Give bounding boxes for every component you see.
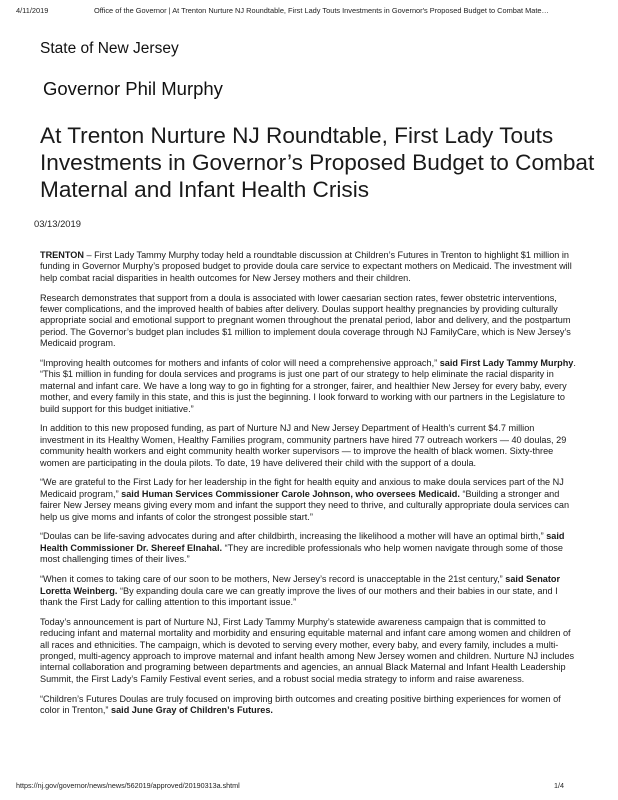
site-name-link[interactable]: State of New Jersey [40,40,179,57]
paragraph-9: “Children’s Futures Doulas are truly focused on improving birth outcomes and creating positive birthing experiences for women of color in Trenton,” said June Gray of Children’s Futures. [40,693,561,715]
article-body [40,250,576,725]
paragraph-2: Research demonstrates that support from a doula is associated with lower caesarian section rates, fewer obstetric interventions, fewer complications, and the improved health of babies after delivery. Doulas support healthy pregnancies by providing culturally appropriate social and emotional support to pregnant women throughout the prenatal period, labor and delivery, and the postpartum period. The Governor’s budget plan includes $1 million to implement doula coverage through NJ FamilyCare, which is New Jersey’s Medicaid program. [40,292,571,349]
attribution: said First Lady Tammy Murphy [439,358,574,369]
paragraph-8: Today’s announcement is part of Nurture NJ, First Lady Tammy Murphy’s statewide awareness campaign that is committed to reducing infant and maternal mortality and morbidity and ensuring equitable maternal and infant care among women and children of all races and ethnicities. The campaign, which is devoted to serving every mother, every baby, and every family, includes a multi-pronged, multi-agency approach to improve maternal and infant health among New Jersey women and children. Nurture NJ includes internal collaboration and programing between departments and agencies, an annual Black Maternal and Infant Health Leadership Summit, the First Lady’s Family Festival event series, and a robust social media strategy to inform and raise awareness. [40,616,575,684]
attribution: said Health Commissioner Dr. Shereef Elnahal. [40,531,565,553]
paragraph-5: “We are grateful to the First Lady for her leadership in the fight for health equity and anxious to make doula services part of the NJ Medicaid program,” said Human Services Commissioner Carole Johnson, who oversees Medicaid. “Building a stronger and fairer New Jersey means giving every mom and infant the support they need to thrive, and culturally appropriate doula services can help us give moms and infants of color the strongest possible start.” [40,477,570,522]
print-header [16,6,602,15]
paragraph-7: “When it comes to taking care of our soon to be mothers, New Jersey’s record is unacceptable in the 21st century,” said Senator Loretta Weinberg. “By expanding doula care we can greatly improve the lives of our mothers and their babies in our state, and I thank the First Lady for calling attention to this important issue.” [40,574,561,607]
print-date: 4/11/2019 [16,6,49,15]
attribution: said Senator Loretta Weinberg. [40,574,561,596]
governor-name-link[interactable]: Governor Phil Murphy [43,78,223,99]
article-date: 03/13/2019 [34,218,81,229]
page-url: https://nj.gov/governor/news/news/562019/approved/20190313a.shtml [16,781,240,790]
attribution: said June Gray of Children’s Futures. [111,704,273,715]
paragraph-1: TRENTON – First Lady Tammy Murphy today held a roundtable discussion at Children’s Futures in Trenton to highlight $1 million in funding in Governor Murphy’s proposed budget to provide doula care service to expectant mothers on Medicaid. The investment will help combat racial disparities in health outcomes for New Jersey mothers and their children. [40,250,572,283]
print-page-title: Office of the Governor | At Trenton Nurture NJ Roundtable, First Lady Touts Investments in Governor's Proposed Budget to Combat Mate… [94,6,549,15]
print-footer [16,781,602,790]
page-number: 1/4 [554,781,564,790]
dateline: TRENTON [40,250,84,260]
paragraph-4: In addition to this new proposed funding, as part of Nurture NJ and New Jersey Department of Health’s current $4.7 million investment in its Healthy Women, Healthy Families program, community partners have hired 77 outreach workers — 40 doulas, 29 community health workers and eight community health worker supervisors — to improve the health of black women. Sixty-three women are participating in the doula pilots. To date, 19 have delivered their child with the support of a doula. [40,423,567,468]
paragraph-6: “Doulas can be life-saving advocates during and after childbirth, increasing the likelihood a mother will have an optimal birth,” said Health Commissioner Dr. Shereef Elnahal. “They are incredible professionals who help women navigate through some of those most challenging times of their lives.” [40,531,565,565]
attribution: said Human Services Commissioner Carole Johnson, who oversees Medicaid. [121,488,460,499]
article-title: At Trenton Nurture NJ Roundtable, First Lady Touts Investments in Governor’s Proposed Budget to Combat Maternal and Infant Health Crisis [40,123,595,202]
paragraph-3: “Improving health outcomes for mothers and infants of color will need a comprehensive approach,” said First Lady Tammy Murphy. “This $1 million in funding for doula services and programs is just one part of our strategy to help eliminate the racial disparity in maternal and infant care. We have a long way to go in fighting for a stronger, fairer, and healthier New Jersey for every baby, every mother, and every family in this state, and this is just the beginning. I look forward to working with our partners in the Legislature to build support for this budget initiative.” [40,358,576,414]
